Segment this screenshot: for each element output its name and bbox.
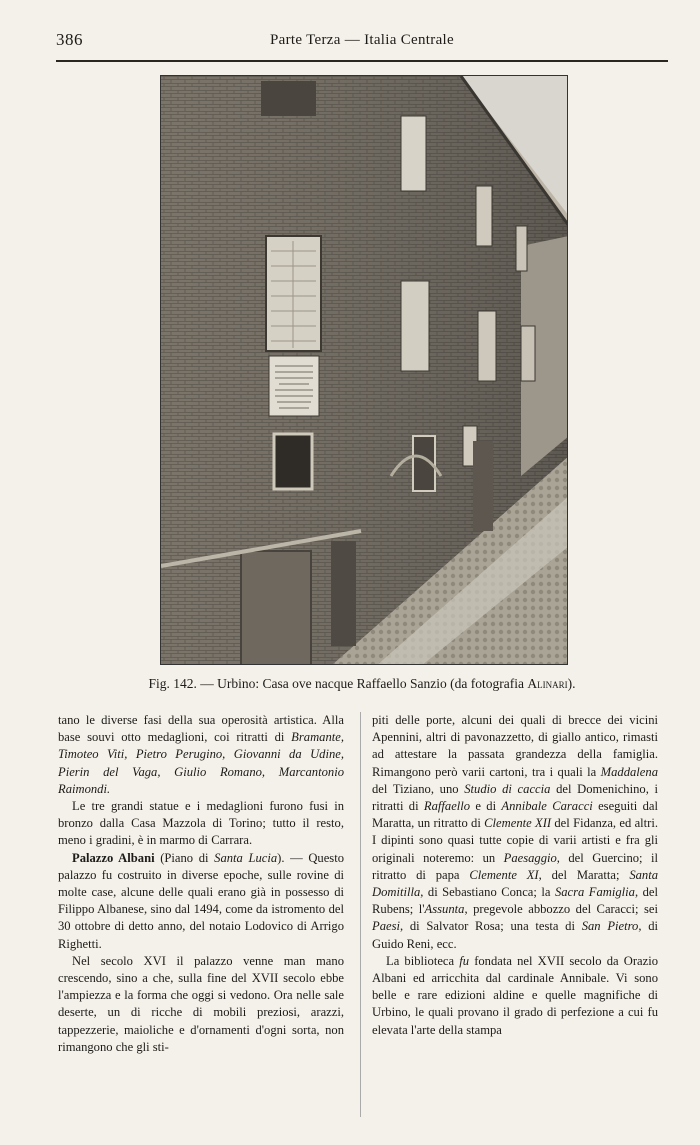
column-divider [360, 712, 361, 1117]
caption-text: Fig. 142. — Urbino: Casa ove nacque Raffaello Sanzio (da fotografia [148, 676, 528, 691]
paragraph-text: del Domenichino, i ritratti di [372, 781, 659, 814]
location: Santa Lucia [214, 850, 278, 865]
left-column [58, 712, 344, 1056]
paragraph [58, 850, 344, 953]
caption-end: ). [567, 676, 576, 691]
right-column [372, 712, 658, 1039]
paragraph-text: La biblioteca [386, 953, 460, 968]
paragraph [372, 712, 658, 953]
paragraph-text: eseguiti dal Maratta, un ritratto di [372, 799, 658, 831]
paragraph-text: , pregevole abbozzo del Caracci; sei [464, 902, 658, 917]
paragraph [372, 953, 658, 1039]
italic-title: San Pietro [581, 919, 639, 934]
paragraph-text: e di [470, 799, 502, 814]
figure-caption [56, 676, 668, 692]
italic-title: fu [459, 953, 470, 968]
header-rule [56, 60, 668, 62]
paragraph-text: del Fidanza, ed altri. I dipinti sono quasi tutte copie di varii artisti e fra gli originali noteremo: un [372, 816, 658, 865]
location-open: (Piano di [154, 850, 215, 865]
italic-title: Paesi [372, 919, 400, 934]
paragraph-text: , di Salvator Rosa; una testa di [399, 919, 582, 934]
italic-title: Santa Domitilla [372, 867, 658, 900]
running-head: Parte Terza — Italia Centrale [270, 32, 454, 48]
paragraph [58, 712, 344, 798]
italic-title: Maddalena [600, 764, 658, 779]
italic-title: Paesaggio [503, 850, 557, 865]
paragraph: Le tre grandi statue e i medaglioni furono fusi in bronzo dalla Casa Mazzola di Torino; tutto il resto, meno i gradini, è in marmo di Carrara. [58, 799, 344, 848]
location-close: ). — [277, 850, 309, 865]
italic-title: Clemente XI [469, 867, 539, 882]
italic-title: Clemente XII [484, 816, 552, 831]
italic-title: Raffaello [423, 799, 471, 814]
section-heading: Palazzo Albani [72, 850, 155, 865]
italic-title: Assunta [424, 902, 465, 917]
paragraph-text: piti delle porte, alcuni dei quali di brecce dei vicini Apennini, altri di pavonazzetto, di giallo antico, rimasti ad attestare la passata grandezza della famiglia. Rimangono però varii cartoni, tra i quali la [372, 713, 658, 779]
italic-title: Annibale Caracci [501, 799, 593, 814]
paragraph-text: fondata nel XVII secolo da Orazio Albani ed arricchita dal cardinale Annibale. Vi sono belle e rare edizioni aldine e quelle magnifiche di Urbino, le quali provano il grado di perfezione a cui fu elevata l'arte della stampa [372, 953, 658, 1037]
paragraph-text: , di Guido Reni, ecc. [372, 919, 658, 951]
paragraph-text: , del Maratta; [538, 867, 630, 882]
paragraph: Nel secolo XVI il palazzo venne man mano crescendo, sino a che, sulla fine del XVII secolo ebbe l'ampiezza e la forma che oggi si vedono. Ora nelle sale deserte, un di ricche di mobili preziosi, arazzi, tappezzerie, maioliche e d'ornamenti d'ogni sorta, non rimangono che gli sti- [58, 953, 344, 1054]
paragraph-text: del Tiziano, uno [372, 781, 465, 796]
paragraph-text: , del Rubens; l' [372, 885, 658, 917]
paragraph-text: tano le diverse fasi della sua operosità artistica. Alla base souvi otto medaglioni, coi ritratti di [58, 713, 344, 745]
building-photograph [160, 75, 568, 665]
paragraph-text: , del Guercino; il ritratto di papa [372, 850, 658, 882]
caption-credit: Alinari [527, 676, 568, 691]
italic-title: Sacra Famiglia [554, 885, 635, 900]
paragraph-text: , di Sebastiano Conca; la [420, 885, 555, 900]
paragraph-text: Questo palazzo fu costruito in diverse epoche, sulle rovine di molte case, alcune delle quali erano già in possesso di Filippo Albanese, sino dal 1494, come da istromento del 30 ottobre di detto anno, del notaio Lodovico di Arrigo Righetti. [58, 850, 345, 951]
artist-names: Bramante, Timoteo Viti, Pietro Perugino, Giovanni da Udine, Pierin del Vaga, Giulio Romano, Marcantonio Raimondi. [58, 730, 344, 796]
page-number: 386 [56, 30, 83, 49]
italic-title: Studio di caccia [464, 781, 551, 796]
